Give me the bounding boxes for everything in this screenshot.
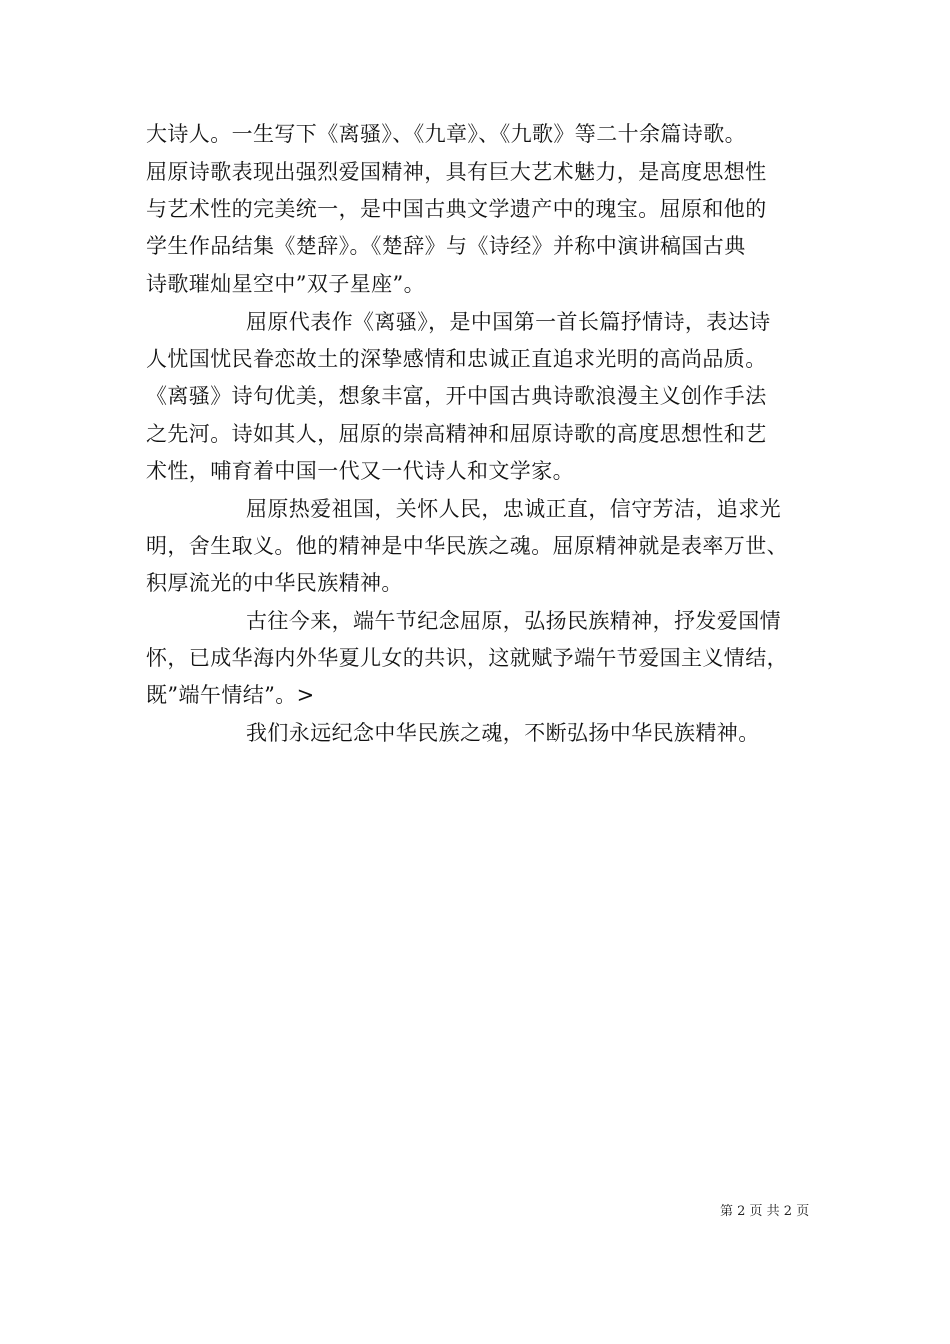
paragraph-line: 与艺术性的完美统一，是中国古典文学遗产中的瑰宝。屈原和他的: [146, 197, 767, 221]
paragraph-line: 《离骚》诗句优美，想象丰富，开中国古典诗歌浪漫主义创作手法: [146, 384, 767, 408]
page-number-footer: 第 2 页 共 2 页: [720, 1204, 810, 1219]
paragraph-line: 我们永远纪念中华民族之魂，不断弘扬中华民族精神。: [246, 721, 760, 745]
paragraph-line: 屈原诗歌表现出强烈爱国精神，具有巨大艺术魅力，是高度思想性: [146, 160, 767, 184]
paragraph-line: 既”端午情结”。>: [146, 683, 315, 707]
paragraph-line: 屈原热爱祖国，关怀人民，忠诚正直，信守芳洁，追求光: [246, 497, 781, 521]
paragraph-line: 诗歌璀灿星空中”双子星座”。: [146, 272, 426, 296]
paragraph-line: 怀，已成华海内外华夏儿女的共识，这就赋予端午节爱国主义情结，: [146, 646, 788, 670]
paragraph-line: 积厚流光的中华民族精神。: [146, 571, 403, 595]
paragraph-line: 之先河。诗如其人，屈原的崇高精神和屈原诗歌的高度思想性和艺: [146, 422, 767, 446]
paragraph-line: 人忧国忧民眷恋故土的深挚感情和忠诚正直追求光明的高尚品质。: [146, 347, 767, 371]
paragraph-line: 术性，哺育着中国一代又一代诗人和文学家。: [146, 459, 574, 483]
paragraph-line: 明，舍生取义。他的精神是中华民族之魂。屈原精神就是表率万世、: [146, 534, 788, 558]
paragraph-line: 大诗人。一生写下《离骚》、《九章》、《九歌》等二十余篇诗歌。: [146, 122, 746, 146]
paragraph-line: 学生作品结集《楚辞》。《楚辞》与《诗经》并称中演讲稿国古典: [146, 234, 746, 258]
paragraph-line: 屈原代表作《离骚》，是中国第一首长篇抒情诗，表达诗: [246, 310, 771, 334]
paragraph-line: 古往今来，端午节纪念屈原，弘扬民族精神，抒发爱国情: [246, 609, 781, 633]
